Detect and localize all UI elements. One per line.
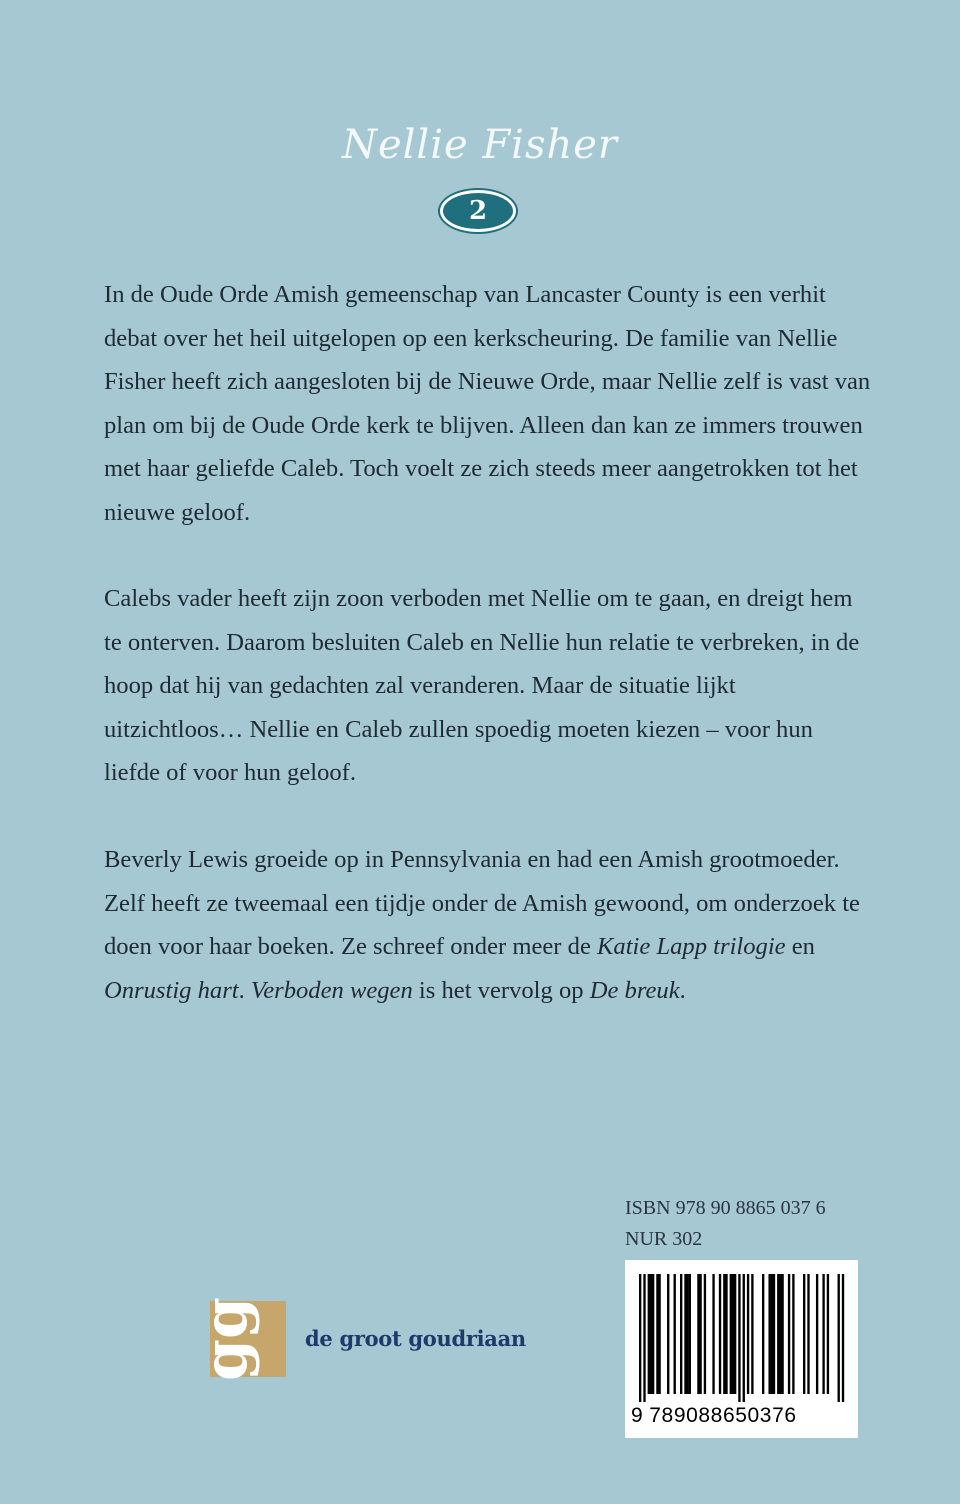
barcode-bar [684, 1274, 686, 1394]
barcode-bar [838, 1274, 840, 1402]
barcode-bar [751, 1274, 753, 1394]
publisher-name: de groot goudriaan [305, 1326, 526, 1351]
barcode-first-digit: 9 [631, 1404, 644, 1427]
series-title: Nellie Fisher [341, 122, 619, 168]
barcode-bar [723, 1274, 725, 1394]
barcode [625, 1260, 858, 1438]
bio-text: en [785, 933, 815, 961]
barcode-bar [656, 1274, 658, 1394]
book-title-onrustig-hart: Onrustig hart [104, 976, 239, 1004]
barcode-bar [779, 1274, 781, 1394]
barcode-bar [699, 1274, 701, 1394]
barcode-bar [730, 1274, 732, 1394]
barcode-bar [712, 1274, 714, 1394]
barcode-bar [652, 1274, 654, 1394]
barcode-bars [639, 1274, 844, 1402]
book-title-katie-lapp: Katie Lapp trilogie [597, 933, 786, 961]
barcode-bar [807, 1274, 809, 1394]
barcode-bar [734, 1274, 736, 1394]
barcode-bar [803, 1274, 805, 1394]
isbn-block [625, 1193, 826, 1255]
isbn-line: ISBN 978 90 8865 037 6 [625, 1197, 826, 1219]
barcode-bar [743, 1274, 745, 1402]
barcode-bar [792, 1274, 794, 1394]
barcode-bar [719, 1274, 721, 1394]
barcode-bar [842, 1274, 844, 1402]
publisher-logo-letters: gg [191, 1297, 261, 1381]
barcode-bar [777, 1274, 779, 1394]
blurb-paragraph-1: In de Oude Orde Amish gemeenschap van Lancaster County is een verhit debat over het heil uitgelopen op een kerkscheuring. De familie van Nellie Fisher heeft zich aangesloten bij de Nieuwe Orde, maar Nellie zelf is vast van plan om bij de Oude Orde kerk te blijven. Alleen dan kan ze immers trouwen met haar geliefde Caleb. Toch voelt ze zich steeds meer aangetrokken tot het nieuwe geloof. [104, 281, 871, 526]
barcode-bar [771, 1274, 773, 1394]
barcode-bar [747, 1274, 749, 1394]
barcode-bar [822, 1274, 824, 1394]
nur-line: NUR 302 [625, 1228, 703, 1250]
bio-text: is het vervolg op [412, 976, 590, 1004]
bio-text: . [238, 976, 251, 1004]
barcode-bar [648, 1274, 650, 1394]
publisher-logo-icon [191, 1297, 286, 1381]
volume-badge: 2 [440, 190, 516, 232]
barcode-bar [773, 1274, 775, 1394]
author-bio-paragraph [104, 838, 874, 1012]
barcode-bar [680, 1274, 682, 1394]
barcode-bar [827, 1274, 829, 1394]
barcode-bar [704, 1274, 706, 1394]
barcode-bar [639, 1274, 641, 1402]
bio-text: . [679, 976, 686, 1004]
book-title-de-breuk: De breuk [589, 976, 680, 1004]
barcode-number: 789088650376 [649, 1404, 797, 1427]
barcode-bar [689, 1274, 691, 1394]
blurb-paragraph-2: Calebs vader heeft zijn zoon verboden met Nellie om te gaan, en dreigt hem te onterven. Daarom besluiten Caleb en Nellie hun relatie te verbreken, in de hoop dat hij van gedachten zal veranderen. Maar de situatie lijkt uitzichtloos… Nellie en Caleb zullen spoedig moeten kiezen – voor hun liefde of voor hun geloof. [104, 585, 860, 787]
barcode-bar [738, 1274, 740, 1402]
barcode-bar [768, 1274, 770, 1394]
barcode-digits [631, 1404, 854, 1428]
barcode-bar [788, 1274, 790, 1394]
barcode-bar [658, 1274, 660, 1394]
barcode-bar [674, 1274, 676, 1394]
barcode-bar [732, 1274, 734, 1394]
book-title-verboden-wegen: Verboden wegen [250, 976, 413, 1004]
barcode-bar [762, 1274, 764, 1394]
publisher-logo [191, 1297, 286, 1381]
barcode-bar [781, 1274, 783, 1394]
barcode-bar [816, 1274, 818, 1394]
barcode-bar [650, 1274, 652, 1394]
bio-text: Beverly Lewis groeide op in Pennsylvania en had een Amish grootmoeder. Zelf heeft ze tweemaal een tijdje onder de Amish gewoond, om onderzoek te doen voor haar boeken. Ze schreef onder meer de [104, 846, 860, 961]
barcode-bar [667, 1274, 669, 1394]
barcode-bar [725, 1274, 727, 1394]
barcode-bar [686, 1274, 688, 1394]
barcode-bar [643, 1274, 645, 1402]
barcode-bar [697, 1274, 699, 1394]
